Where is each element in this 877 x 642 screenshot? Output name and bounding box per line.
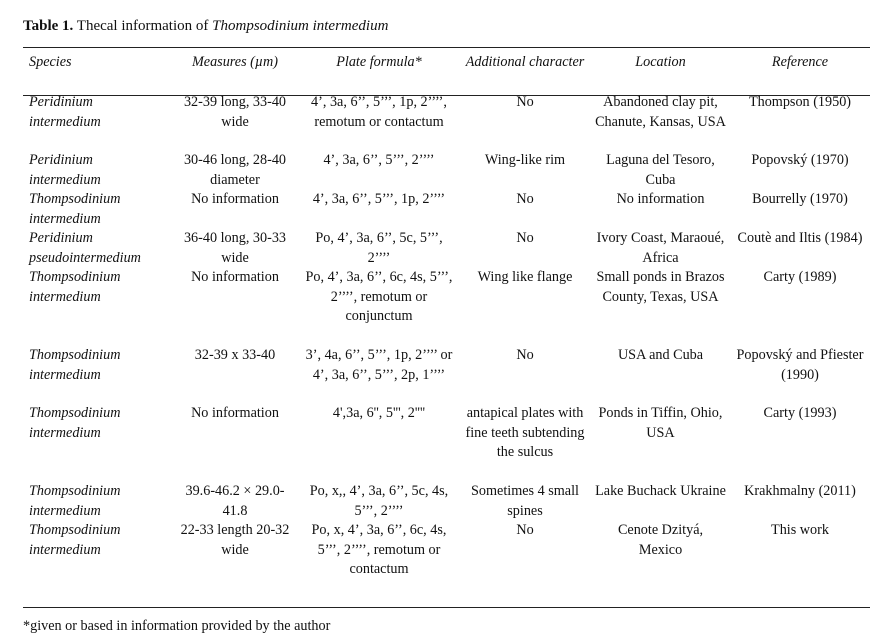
table-footnote: *given or based in information provided by the author	[23, 618, 331, 634]
header-reference: Reference	[771, 54, 829, 70]
cell-location: USA and Cuba	[617, 347, 704, 363]
table-row	[23, 482, 870, 521]
header-location: Location	[635, 54, 686, 70]
cell-location: Ivory Coast, Maraoué, Africa	[596, 230, 725, 266]
cell-location: Lake Buchack Ukraine	[595, 483, 726, 499]
cell-plate-formula: Po, x,, 4’, 3a, 6’’, 5c, 4s, 5’’’, 2’’’’	[309, 483, 449, 519]
header-measures: Measures (µm)	[191, 54, 279, 70]
cell-additional: No	[516, 191, 534, 207]
cell-measures: 39.6-46.2 × 29.0-41.8	[185, 483, 285, 519]
cell-reference: Popovský and Pfiester (1990)	[736, 347, 864, 383]
cell-species: Thompsodinium intermedium	[29, 522, 121, 558]
cell-plate-formula: 4’, 3a, 6’’, 5’’’, 1p, 2’’’’, remotum or contactum	[311, 94, 447, 130]
cell-location: Abandoned clay pit, Chanute, Kansas, USA	[595, 94, 726, 130]
cell-location: Small ponds in Brazos County, Texas, USA	[596, 269, 725, 305]
cell-plate-formula: Po, x, 4’, 3a, 6’’, 6c, 4s, 5’’’, 2’’’’, remotum or contactum	[311, 522, 447, 577]
cell-species: Thompsodinium intermedium	[29, 483, 121, 519]
cell-additional: Wing-like rim	[484, 152, 566, 168]
cell-plate-formula: 4’, 3a, 6’’, 5’’’, 1p, 2’’’’	[312, 191, 446, 207]
cell-reference: Popovský (1970)	[751, 152, 849, 168]
table-row	[23, 151, 870, 190]
cell-plate-formula: 4’, 3a, 6’’, 5’’’, 2’’’’	[323, 152, 435, 168]
cell-measures: No information	[191, 269, 279, 285]
cell-measures: 32-39 x 33-40	[194, 347, 276, 363]
caption-text: Thecal information of	[73, 18, 213, 34]
cell-reference: Carty (1989)	[763, 269, 837, 285]
table-row	[23, 521, 870, 589]
cell-additional: No	[516, 347, 534, 363]
cell-species: Thompsodinium intermedium	[29, 347, 121, 383]
table-row	[23, 93, 870, 151]
cell-measures: 30-46 long, 28-40 diameter	[183, 152, 287, 188]
cell-measures: 22-33 length 20-32 wide	[180, 522, 290, 558]
cell-reference: Bourrelly (1970)	[752, 191, 848, 207]
table-row	[23, 229, 870, 268]
cell-plate-formula: Po, 4’, 3a, 6’’, 5c, 5’’’, 2’’’’	[315, 230, 443, 266]
cell-additional: Wing like flange	[477, 269, 573, 285]
cell-additional: antapical plates with fine teeth subtending the sulcus	[465, 405, 585, 460]
cell-species: Thompsodinium intermedium	[29, 269, 121, 305]
top-rule	[23, 47, 870, 48]
header-species: Species	[29, 54, 72, 70]
cell-additional: No	[516, 230, 534, 246]
cell-reference: Thompson (1950)	[748, 94, 852, 110]
cell-measures: No information	[191, 405, 279, 421]
cell-reference: Krakhmalny (2011)	[744, 483, 856, 499]
thecal-table	[23, 53, 870, 589]
cell-location: Ponds in Tiffin, Ohio, USA	[598, 405, 723, 441]
caption-label: Table 1.	[23, 18, 74, 34]
cell-location: No information	[616, 191, 705, 207]
cell-species: Peridinium pseudointermedium	[29, 230, 141, 266]
cell-reference: Carty (1993)	[763, 405, 837, 421]
cell-plate-formula: 3’, 4a, 6’’, 5’’’, 1p, 2’’’’ or 4’, 3a, 6’’, 5’’’, 2p, 1’’’’	[305, 347, 453, 383]
cell-species: Peridinium intermedium	[29, 152, 101, 188]
cell-plate-formula: Po, 4’, 3a, 6’’, 6c, 4s, 5’’’, 2’’’’, remotum or conjunctum	[305, 269, 453, 324]
caption-species: Thompsodinium intermedium	[212, 18, 389, 34]
table-row	[23, 404, 870, 482]
bottom-rule	[23, 607, 870, 608]
cell-reference: This work	[771, 522, 829, 538]
cell-location: Laguna del Tesoro, Cuba	[606, 152, 715, 188]
table-caption	[23, 18, 388, 35]
cell-location: Cenote Dzityá, Mexico	[617, 522, 704, 558]
cell-additional: No	[516, 94, 534, 110]
cell-reference: Coutè and Iltis (1984)	[737, 230, 863, 246]
cell-measures: No information	[191, 191, 279, 207]
cell-measures: 32-39 long, 33-40 wide	[183, 94, 287, 130]
cell-additional: No	[516, 522, 534, 538]
cell-species: Peridinium intermedium	[29, 94, 101, 130]
header-additional-character: Additional character	[465, 54, 585, 70]
cell-plate-formula: 4',3a, 6'', 5''', 2''''	[332, 405, 426, 421]
cell-measures: 36-40 long, 30-33 wide	[183, 230, 287, 266]
cell-additional: Sometimes 4 small spines	[471, 483, 579, 519]
cell-species: Thompsodinium intermedium	[29, 191, 121, 227]
table-row	[23, 268, 870, 346]
header-plate-formula: Plate formula*	[336, 54, 422, 70]
header-row	[23, 53, 870, 93]
table-row	[23, 190, 870, 229]
cell-species: Thompsodinium intermedium	[29, 405, 121, 441]
table-row	[23, 346, 870, 404]
